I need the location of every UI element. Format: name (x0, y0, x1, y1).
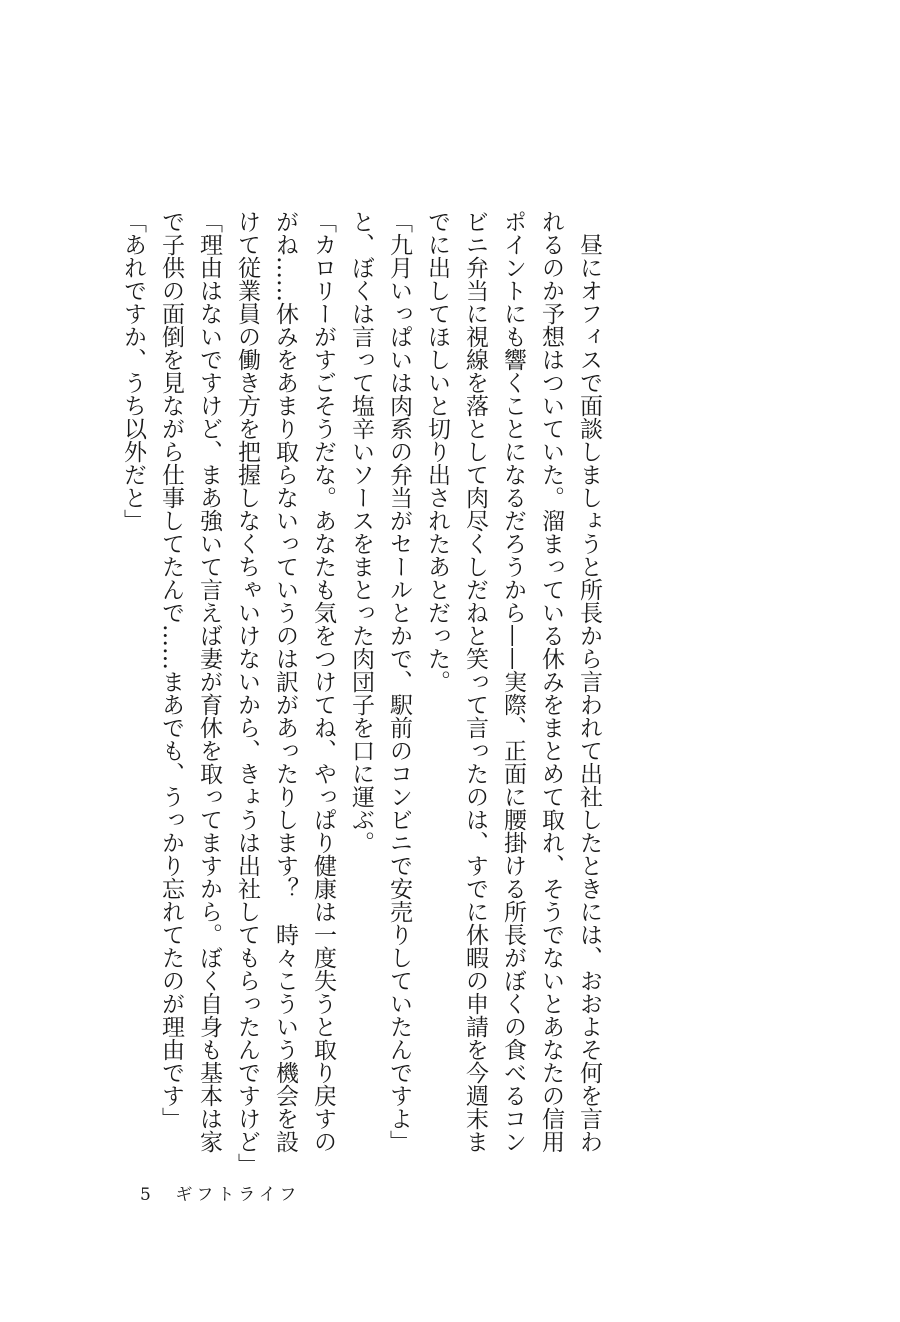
paragraph: 「九月いっぱいは肉系の弁当がセールとかで、駅前のコンビニで安売りしていたんですよ」と、ぼくは言って塩辛いソースをまとった肉団子を口に運ぶ。 (348, 210, 412, 1153)
paragraph: 「理由はないですけど、まあ強いて言えば妻が育休を取ってますから。ぼく自身も基本は家で子供の面倒を見ながら仕事してたんで……まあでも、うっかり忘れてたのが理由です」 (158, 210, 222, 1153)
page-footer (140, 1180, 300, 1205)
paragraph: 「カロリーがすごそうだな。あなたも気をつけてね、やっぱり健康は一度失うと取り戻すのがね……休みをあまり取らないっていうのは訳があったりします？ 時々こういう機会を設けて従業員の働き方を把握しなくちゃいけないから、きょうは出社してもらったんですけど」 (234, 210, 336, 1176)
paragraph: 昼にオフィスで面談しましょうと所長から言われて出社したときには、おおよそ何を言われるのか予想はついていた。溜まっている休みをまとめて取れ、そうでないとあなたの信用ポイントにも響くことになるだろうから——実際、正面に腰掛ける所長がぼくの食べるコンビニ弁当に視線を落として肉尽くしだねと笑って言ったのは、すでに休暇の申請を今週末までに出してほしいと切り出されたあとだった。 (424, 210, 602, 1153)
paragraph: 「あれですか、うち以外だと」 (120, 210, 146, 532)
body-text (114, 210, 608, 1176)
page-number: 5 (140, 1185, 151, 1205)
running-title: ギフトライフ (175, 1185, 301, 1205)
